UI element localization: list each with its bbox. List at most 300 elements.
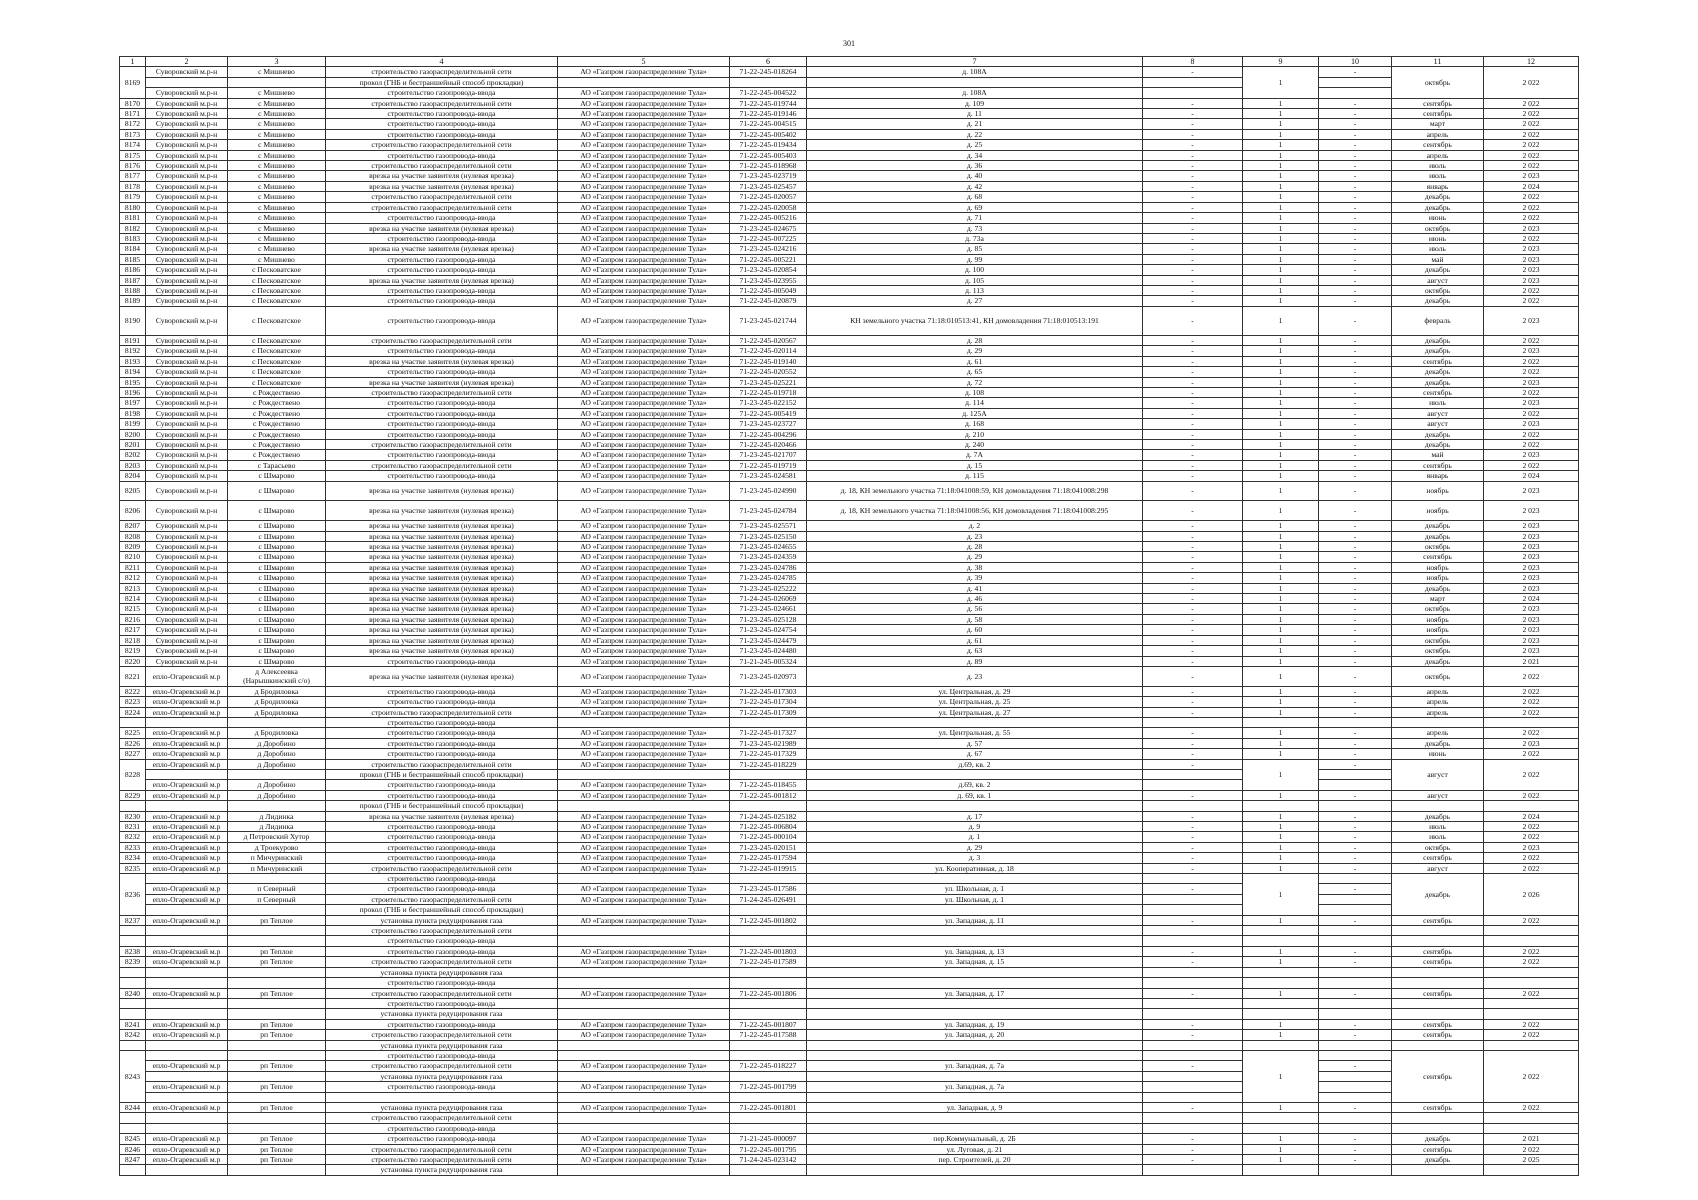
table-row xyxy=(120,1061,1579,1071)
table-row xyxy=(120,398,1579,408)
table-cell: - xyxy=(1143,686,1243,696)
table-cell xyxy=(1319,894,1392,904)
table-cell: - xyxy=(1319,481,1392,501)
table-cell: 1 xyxy=(1243,521,1319,531)
table-cell xyxy=(228,1113,326,1123)
table-cell: 8243 xyxy=(120,1050,146,1102)
table-cell xyxy=(228,978,326,988)
table-cell: 71-22-245-019915 xyxy=(730,863,807,873)
table-cell: АО «Газпром газораспределение Тула» xyxy=(558,1082,730,1092)
table-cell: - xyxy=(1143,749,1243,759)
table-cell: врезка на участке заявителя (нулевая врезка) xyxy=(326,377,558,387)
table-cell: - xyxy=(1319,707,1392,717)
table-cell xyxy=(228,717,326,727)
table-cell: - xyxy=(1143,1019,1243,1029)
table-cell: июль xyxy=(1392,822,1484,832)
table-cell: 8223 xyxy=(120,697,146,707)
table-cell: строительство газопровода-ввода xyxy=(326,429,558,439)
column-header: 3 xyxy=(228,57,326,67)
table-cell: врезка на участке заявителя (нулевая врезка) xyxy=(326,562,558,572)
table-cell: 8171 xyxy=(120,109,146,119)
table-cell: декабрь xyxy=(1392,583,1484,593)
table-cell xyxy=(1319,905,1392,915)
table-cell: с Мишнево xyxy=(228,181,326,191)
table-cell: декабрь xyxy=(1392,367,1484,377)
table-cell: - xyxy=(1319,666,1392,686)
table-cell: епло-Огаревский м.р xyxy=(146,1144,228,1154)
table-cell: сентябрь xyxy=(1392,460,1484,470)
table-cell: 8216 xyxy=(120,614,146,624)
table-cell: - xyxy=(1319,625,1392,635)
table-cell: 71-23-245-023719 xyxy=(730,171,807,181)
table-cell: установка пункта редуцирования газа xyxy=(326,915,558,925)
table-cell xyxy=(1484,926,1579,936)
table-cell xyxy=(558,77,730,87)
table-cell: 2 022 xyxy=(1484,202,1579,212)
table-cell: д. 34 xyxy=(807,150,1143,160)
table-cell xyxy=(146,1113,228,1123)
table-cell: Суворовский м.р-н xyxy=(146,254,228,264)
table-row xyxy=(120,367,1579,377)
table-cell: 8212 xyxy=(120,573,146,583)
table-cell: май xyxy=(1392,254,1484,264)
table-cell: с Рождествено xyxy=(228,387,326,397)
table-cell: - xyxy=(1143,1102,1243,1112)
table-cell: строительство газораспределительной сети xyxy=(326,1061,558,1071)
table-cell: АО «Газпром газораспределение Тула» xyxy=(558,521,730,531)
table-cell: врезка на участке заявителя (нулевая врезка) xyxy=(326,244,558,254)
table-cell: - xyxy=(1143,306,1243,335)
table-cell: 8239 xyxy=(120,957,146,967)
table-cell: ул. Западная, д. 20 xyxy=(807,1030,1143,1040)
table-cell: строительство газопровода-ввода xyxy=(326,822,558,832)
table-cell: 2 022 xyxy=(1484,1050,1579,1102)
table-row xyxy=(120,998,1579,1008)
table-row xyxy=(120,946,1579,956)
table-cell: 1 xyxy=(1243,604,1319,614)
table-cell: 71-23-245-020854 xyxy=(730,265,807,275)
table-cell: АО «Газпром газораспределение Тула» xyxy=(558,635,730,645)
table-cell: ул. Западная, д. 15 xyxy=(807,957,1143,967)
table-row xyxy=(120,738,1579,748)
table-cell: д Петровский Хутор xyxy=(228,832,326,842)
table-cell: 71-22-245-005402 xyxy=(730,129,807,139)
table-cell: - xyxy=(1143,946,1243,956)
table-cell: ул. Центральная, д. 25 xyxy=(807,697,1143,707)
table-cell: строительство газопровода-ввода xyxy=(326,832,558,842)
table-cell: - xyxy=(1319,656,1392,666)
table-cell: 71-24-245-023142 xyxy=(730,1154,807,1164)
table-cell: Суворовский м.р-н xyxy=(146,67,228,77)
table-cell: - xyxy=(1143,265,1243,275)
table-cell: - xyxy=(1143,738,1243,748)
column-header: 6 xyxy=(730,57,807,67)
table-cell xyxy=(807,1071,1143,1081)
table-cell: д. 108А xyxy=(807,88,1143,98)
table-cell: 8207 xyxy=(120,521,146,531)
table-cell: 71-22-245-017303 xyxy=(730,686,807,696)
table-cell: - xyxy=(1143,119,1243,129)
table-cell: прокол (ГНБ и бестраншейный способ прокладки) xyxy=(326,801,558,811)
table-cell: - xyxy=(1319,832,1392,842)
table-cell xyxy=(558,936,730,946)
table-cell: д Доробино xyxy=(228,759,326,769)
table-cell: Суворовский м.р-н xyxy=(146,419,228,429)
table-cell: рп Теплое xyxy=(228,1154,326,1164)
table-cell xyxy=(1143,1071,1243,1081)
table-cell: - xyxy=(1143,98,1243,108)
table-cell: епло-Огаревский м.р xyxy=(146,666,228,686)
table-cell: д. 109 xyxy=(807,98,1143,108)
table-cell: строительство газопровода-ввода xyxy=(326,749,558,759)
table-cell: 71-22-245-020057 xyxy=(730,192,807,202)
table-cell: 8184 xyxy=(120,244,146,254)
table-cell: АО «Газпром газораспределение Тула» xyxy=(558,335,730,345)
table-cell: 8199 xyxy=(120,419,146,429)
column-header: 11 xyxy=(1392,57,1484,67)
table-cell xyxy=(807,77,1143,87)
table-cell: 1 xyxy=(1243,306,1319,335)
table-cell: АО «Газпром газораспределение Тула» xyxy=(558,398,730,408)
table-cell: АО «Газпром газораспределение Тула» xyxy=(558,501,730,521)
table-cell xyxy=(326,1092,558,1102)
table-cell: - xyxy=(1143,192,1243,202)
table-row xyxy=(120,614,1579,624)
table-cell: - xyxy=(1319,181,1392,191)
table-row xyxy=(120,521,1579,531)
table-cell: - xyxy=(1319,646,1392,656)
table-row xyxy=(120,109,1579,119)
table-cell: - xyxy=(1143,521,1243,531)
table-cell: - xyxy=(1143,583,1243,593)
table-cell: - xyxy=(1319,440,1392,450)
table-cell: 1 xyxy=(1243,109,1319,119)
table-cell: 8234 xyxy=(120,853,146,863)
table-cell: ноябрь xyxy=(1392,614,1484,624)
table-cell: 1 xyxy=(1243,213,1319,223)
table-cell: - xyxy=(1143,625,1243,635)
table-cell: 1 xyxy=(1243,67,1319,98)
table-cell: АО «Газпром газораспределение Тула» xyxy=(558,822,730,832)
table-row xyxy=(120,915,1579,925)
table-cell: 2 022 xyxy=(1484,666,1579,686)
table-cell: с Песковатское xyxy=(228,377,326,387)
table-cell: АО «Газпром газораспределение Тула» xyxy=(558,915,730,925)
table-cell xyxy=(730,1123,807,1133)
table-cell: рп Теплое xyxy=(228,1144,326,1154)
table-cell: епло-Огаревский м.р xyxy=(146,780,228,790)
table-cell xyxy=(807,936,1143,946)
table-cell xyxy=(1319,1009,1392,1019)
table-cell xyxy=(1143,1113,1243,1123)
table-cell: 1 xyxy=(1243,171,1319,181)
table-cell: - xyxy=(1143,573,1243,583)
table-cell: строительство газораспределительной сети xyxy=(326,98,558,108)
table-row xyxy=(120,583,1579,593)
table-cell xyxy=(1243,998,1319,1008)
table-cell: 1 xyxy=(1243,822,1319,832)
table-cell xyxy=(120,936,146,946)
table-cell xyxy=(807,1113,1143,1123)
table-cell xyxy=(1243,1009,1319,1019)
table-cell: август xyxy=(1392,863,1484,873)
table-cell xyxy=(1319,77,1392,87)
table-cell: 71-22-245-001801 xyxy=(730,1102,807,1112)
table-cell: д. 61 xyxy=(807,635,1143,645)
table-cell: врезка на участке заявителя (нулевая врезка) xyxy=(326,552,558,562)
table-cell xyxy=(730,998,807,1008)
table-cell: строительство газораспределительной сети xyxy=(326,1030,558,1040)
table-cell: 8204 xyxy=(120,471,146,481)
table-cell: - xyxy=(1143,562,1243,572)
table-cell: 71-23-245-020973 xyxy=(730,666,807,686)
table-cell: 71-22-245-001806 xyxy=(730,988,807,998)
table-row xyxy=(120,119,1579,129)
table-cell: строительство газопровода-ввода xyxy=(326,1082,558,1092)
table-cell: с Песковатское xyxy=(228,356,326,366)
table-cell: АО «Газпром газораспределение Тула» xyxy=(558,306,730,335)
table-cell: АО «Газпром газораспределение Тула» xyxy=(558,254,730,264)
table-cell: Суворовский м.р-н xyxy=(146,594,228,604)
table-cell xyxy=(1143,1082,1243,1092)
table-cell: 2 023 xyxy=(1484,450,1579,460)
table-cell: 1 xyxy=(1243,635,1319,645)
table-cell: - xyxy=(1319,749,1392,759)
table-cell: строительство газопровода-ввода xyxy=(326,1050,558,1060)
table-cell: д. 27 xyxy=(807,296,1143,306)
table-cell: АО «Газпром газораспределение Тула» xyxy=(558,832,730,842)
table-cell: 2 022 xyxy=(1484,440,1579,450)
table-cell xyxy=(1243,1165,1319,1175)
table-row xyxy=(120,957,1579,967)
table-cell: 71-22-245-017589 xyxy=(730,957,807,967)
table-cell: - xyxy=(1319,254,1392,264)
table-cell xyxy=(146,1165,228,1175)
table-cell: с Рождествено xyxy=(228,408,326,418)
table-cell xyxy=(1243,936,1319,946)
table-cell: врезка на участке заявителя (нулевая врезка) xyxy=(326,594,558,604)
table-cell: д. 73а xyxy=(807,233,1143,243)
table-cell: строительство газораспределительной сети xyxy=(326,335,558,345)
table-cell: - xyxy=(1143,1154,1243,1164)
table-cell: епло-Огаревский м.р xyxy=(146,894,228,904)
table-cell: АО «Газпром газораспределение Тула» xyxy=(558,749,730,759)
table-cell xyxy=(228,1165,326,1175)
table-cell: д. 67 xyxy=(807,749,1143,759)
table-cell xyxy=(558,1165,730,1175)
table-cell: Суворовский м.р-н xyxy=(146,377,228,387)
table-cell: 71-22-245-018968 xyxy=(730,161,807,171)
table-row xyxy=(120,594,1579,604)
table-row xyxy=(120,967,1579,977)
table-cell: 2 022 xyxy=(1484,335,1579,345)
table-row xyxy=(120,202,1579,212)
table-cell: 8178 xyxy=(120,181,146,191)
table-row xyxy=(120,874,1579,884)
table-cell: епло-Огаревский м.р xyxy=(146,1134,228,1144)
table-cell: АО «Газпром газораспределение Тула» xyxy=(558,780,730,790)
table-cell: 1 xyxy=(1243,542,1319,552)
table-cell xyxy=(146,998,228,1008)
table-cell: 8191 xyxy=(120,335,146,345)
table-cell: 8221 xyxy=(120,666,146,686)
table-cell: - xyxy=(1319,460,1392,470)
table-cell: с Шмарово xyxy=(228,471,326,481)
table-cell: врезка на участке заявителя (нулевая врезка) xyxy=(326,625,558,635)
table-cell: 8237 xyxy=(120,915,146,925)
table-row xyxy=(120,749,1579,759)
table-cell xyxy=(807,905,1143,915)
table-row xyxy=(120,625,1579,635)
table-cell: врезка на участке заявителя (нулевая врезка) xyxy=(326,356,558,366)
table-cell xyxy=(807,1092,1143,1102)
table-cell xyxy=(1243,801,1319,811)
table-cell: сентябрь xyxy=(1392,853,1484,863)
table-cell: 8186 xyxy=(120,265,146,275)
table-cell: 8176 xyxy=(120,161,146,171)
table-cell: - xyxy=(1319,306,1392,335)
table-cell: прокол (ГНБ и бестраншейный способ прокладки) xyxy=(326,769,558,779)
table-cell xyxy=(1243,967,1319,977)
table-cell: епло-Огаревский м.р xyxy=(146,1102,228,1112)
table-cell: АО «Газпром газораспределение Тула» xyxy=(558,1061,730,1071)
table-cell: - xyxy=(1143,419,1243,429)
table-cell: АО «Газпром газораспределение Тула» xyxy=(558,223,730,233)
table-cell: - xyxy=(1319,790,1392,800)
table-cell: сентябрь xyxy=(1392,988,1484,998)
table-cell: 1 xyxy=(1243,471,1319,481)
table-cell: ул. Западная, д. 13 xyxy=(807,946,1143,956)
table-cell: ноябрь xyxy=(1392,481,1484,501)
column-header: 8 xyxy=(1143,57,1243,67)
table-cell: - xyxy=(1319,398,1392,408)
table-cell: 1 xyxy=(1243,874,1319,916)
table-cell: 71-23-245-024990 xyxy=(730,481,807,501)
table-cell: 71-22-245-019434 xyxy=(730,140,807,150)
table-cell xyxy=(228,998,326,1008)
table-cell: - xyxy=(1143,594,1243,604)
table-cell: июль xyxy=(1392,244,1484,254)
table-cell: 2 023 xyxy=(1484,346,1579,356)
table-cell: 8245 xyxy=(120,1134,146,1144)
table-row xyxy=(120,356,1579,366)
table-cell xyxy=(1143,801,1243,811)
table-cell: 2 023 xyxy=(1484,842,1579,852)
table-cell: 8236 xyxy=(120,874,146,916)
table-cell xyxy=(558,1092,730,1102)
table-cell: д. 18, КН земельного участка 71:18:041008:59, КН домовладения 71:18:041008:298 xyxy=(807,481,1143,501)
table-cell: июнь xyxy=(1392,749,1484,759)
table-row xyxy=(120,346,1579,356)
table-cell: д. 210 xyxy=(807,429,1143,439)
table-cell: строительство газораспределительной сети xyxy=(326,202,558,212)
table-cell: 71-22-245-019718 xyxy=(730,387,807,397)
table-cell: 2 024 xyxy=(1484,471,1579,481)
table-cell: - xyxy=(1143,822,1243,832)
table-cell: АО «Газпром газораспределение Тула» xyxy=(558,129,730,139)
table-cell: 71-22-245-001803 xyxy=(730,946,807,956)
table-cell: с Мишнево xyxy=(228,192,326,202)
table-cell: АО «Газпром газораспределение Тула» xyxy=(558,244,730,254)
table-cell: - xyxy=(1143,202,1243,212)
table-cell: - xyxy=(1319,946,1392,956)
table-cell: июль xyxy=(1392,832,1484,842)
table-cell: строительство газораспределительной сети xyxy=(326,988,558,998)
table-cell: Суворовский м.р-н xyxy=(146,171,228,181)
table-cell: 8192 xyxy=(120,346,146,356)
table-cell: Суворовский м.р-н xyxy=(146,181,228,191)
table-cell: 2 022 xyxy=(1484,150,1579,160)
table-cell xyxy=(1392,1113,1484,1123)
table-cell: 8227 xyxy=(120,749,146,759)
table-cell: Суворовский м.р-н xyxy=(146,604,228,614)
table-cell: 71-22-245-004296 xyxy=(730,429,807,439)
table-cell: - xyxy=(1143,604,1243,614)
table-cell: с Шмарово xyxy=(228,501,326,521)
table-cell: 8244 xyxy=(120,1102,146,1112)
table-cell: 1 xyxy=(1243,583,1319,593)
table-cell: рп Теплое xyxy=(228,988,326,998)
table-cell xyxy=(1319,998,1392,1008)
table-cell: 71-22-245-005403 xyxy=(730,150,807,160)
table-cell xyxy=(1319,717,1392,727)
table-cell: 2 022 xyxy=(1484,790,1579,800)
table-cell: 2 023 xyxy=(1484,562,1579,572)
table-cell xyxy=(558,717,730,727)
table-row xyxy=(120,759,1579,769)
table-cell: д. 39 xyxy=(807,573,1143,583)
table-cell xyxy=(807,978,1143,988)
table-cell: - xyxy=(1319,686,1392,696)
table-cell xyxy=(120,998,146,1008)
table-cell: май xyxy=(1392,450,1484,460)
table-cell: - xyxy=(1143,140,1243,150)
table-cell: строительство газопровода-ввода xyxy=(326,874,558,884)
table-cell: 71-22-245-001807 xyxy=(730,1019,807,1029)
table-cell: 71-23-245-024661 xyxy=(730,604,807,614)
table-cell: 1 xyxy=(1243,707,1319,717)
table-cell xyxy=(1392,1123,1484,1133)
table-cell: АО «Газпром газораспределение Тула» xyxy=(558,957,730,967)
table-cell: - xyxy=(1143,853,1243,863)
table-row xyxy=(120,926,1579,936)
table-cell: 71-22-245-001799 xyxy=(730,1082,807,1092)
table-cell: 2 023 xyxy=(1484,635,1579,645)
table-cell: сентябрь xyxy=(1392,1030,1484,1040)
table-cell: - xyxy=(1319,573,1392,583)
table-row xyxy=(120,275,1579,285)
table-cell: епло-Огаревский м.р xyxy=(146,822,228,832)
table-cell: 8198 xyxy=(120,408,146,418)
column-header: 9 xyxy=(1243,57,1319,67)
table-cell xyxy=(1143,1050,1243,1060)
table-cell: 2 023 xyxy=(1484,646,1579,656)
table-cell: - xyxy=(1319,635,1392,645)
table-cell xyxy=(1484,1040,1579,1050)
table-cell: - xyxy=(1143,346,1243,356)
table-cell: 8210 xyxy=(120,552,146,562)
table-cell: - xyxy=(1143,408,1243,418)
table-cell: 8224 xyxy=(120,707,146,717)
table-cell: строительство газопровода-ввода xyxy=(326,129,558,139)
table-cell: АО «Газпром газораспределение Тула» xyxy=(558,450,730,460)
table-cell: - xyxy=(1319,1102,1392,1112)
table-cell: АО «Газпром газораспределение Тула» xyxy=(558,285,730,295)
table-cell: - xyxy=(1319,192,1392,202)
table-cell: - xyxy=(1319,614,1392,624)
table-cell: Суворовский м.р-н xyxy=(146,440,228,450)
table-cell: строительство газопровода-ввода xyxy=(326,842,558,852)
